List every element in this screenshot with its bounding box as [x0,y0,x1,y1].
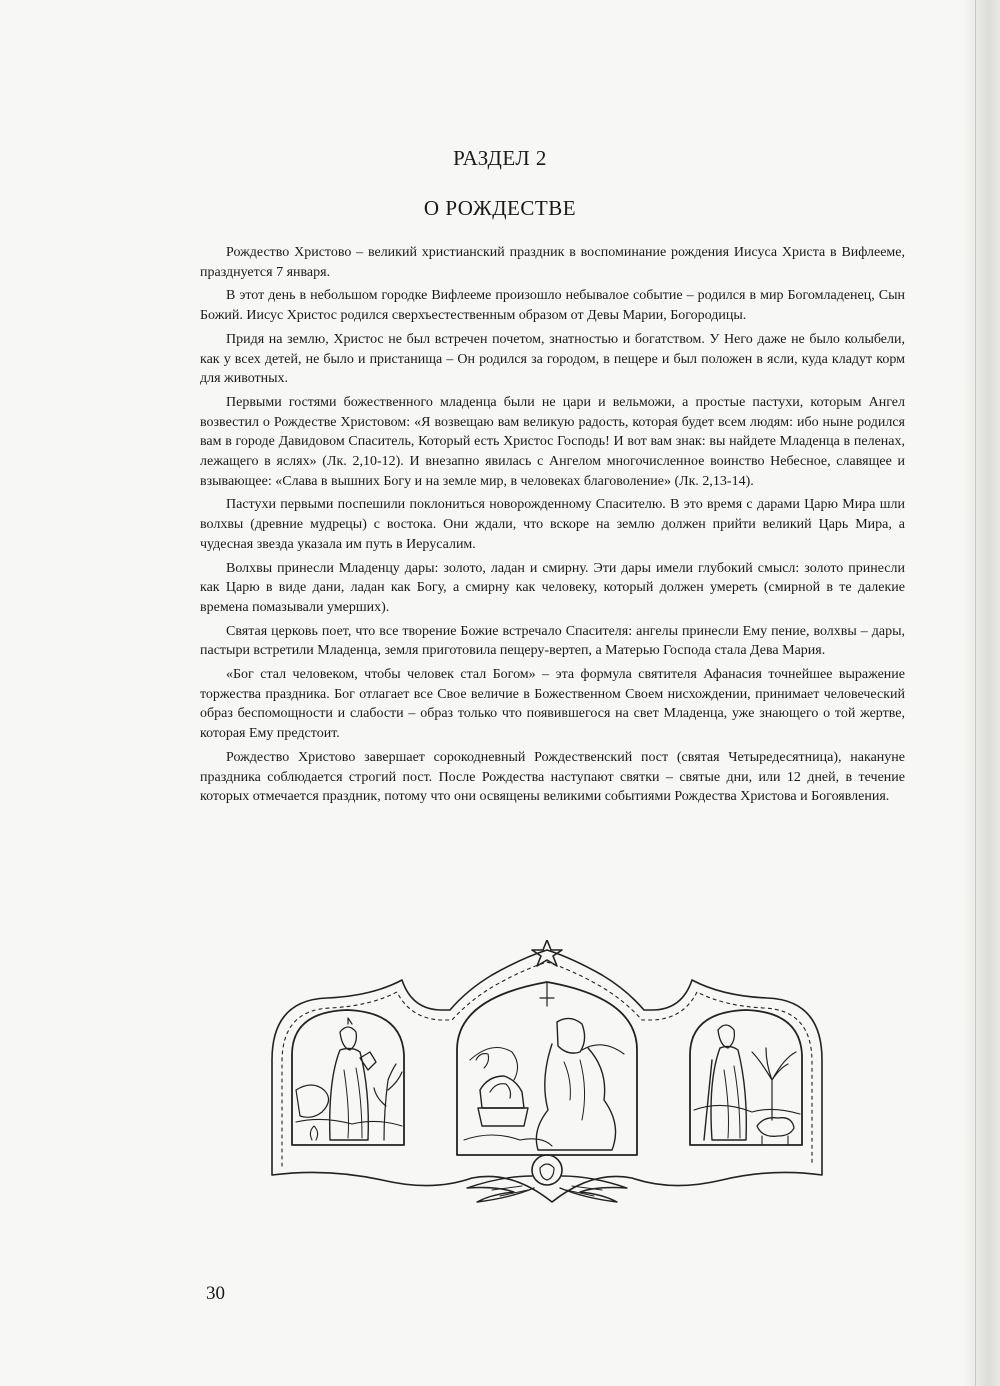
chapter-title: О РОЖДЕСТВЕ [423,196,577,220]
paragraph: Пастухи первыми поспешили поклониться новорожденному Спасителю. В это время с дарами Царю Мира шли волхвы (древние мудрецы) с востока. Они ждали, что вскоре на землю должен прийти великий Царь Мира, а чудесная звезда указала им путь в Иерусалим. [200,497,905,552]
paragraph: «Бог стал человеком, чтобы человек стал Богом» – эта формула святителя Афанасия точнейшее выражение торжества праздника. Бог отлагает все Свое величие в Божественном Своем нисхождении, принимает человеческий образ беспомощности и слабости – образ только что появившегося на свет Младенца, уже знающего о той жертве, которая Ему предстоит. [200,667,905,742]
right-panel-shepherd [690,1010,802,1145]
cherub-ornament [467,1155,627,1202]
paragraph: В этот день в небольшом городке Вифлееме произошло небывалое событие – родился в мир Богомладенец, Сын Божий. Иисус Христос родился сверхъестественным образом от Девы Марии, Богородицы. [200,288,905,324]
section-label: РАЗДЕЛ 2 [453,146,547,170]
page-number: 30 [206,1283,225,1304]
paragraph: Святая церковь поет, что все творение Божие встречало Спасителя: ангелы принесли Ему пение, волхвы – дары, пастыри встретили Младенца, земля приготовила пещеру-вертеп, а Матерью Господа стала Дева Мария. [200,623,905,659]
paragraph: Первыми гостями божественного младенца были не цари и вельможи, а простые пастухи, которым Ангел возвестил о Рождестве Христовом: «Я возвещаю вам великую радость, которая будет всем людям: ибо ныне родился вам в городе Давидовом Спаситель, Который есть Христос Господь! И вот вам знак: вы найдете Младенца в пеленах, лежащего в яслях» (Лк. 2,10-12). И внезапно явилась с Ангелом многочисленное воинство Небесное, славящее и взывающее: «Слава в вышних Богу и на земле мир, в человеках благоволение» (Лк. 2,13-14). [200,394,905,489]
paragraph: Рождество Христово – великий христианский праздник в воспоминание рождения Иисуса Христа в Вифлееме, празднуется 7 января. [200,245,905,280]
triptych-illustration [252,940,842,1230]
paragraph: Волхвы принесли Младенцу дары: золото, ладан и смирну. Эти дары имели глубокий смысл: золото принесли как Царю в виде дани, ладан как Богу, а смирну как человеку, который должен умереть (смирной в те далекие времена помазывали умерших). [200,560,905,615]
left-panel-magus [292,1010,404,1145]
body-text [200,243,905,811]
center-panel-nativity [457,982,637,1155]
paragraph: Придя на землю, Христос не был встречен почетом, знатностью и богатством. У Него даже не было колыбели, как у всех детей, не было и пристанища – Он родился за городом, в пещере и был положен в ясли, куда кладут корм для животных. [200,331,905,387]
paragraph: Рождество Христово завершает сорокодневный Рождественский пост (святая Четыредесятница), накануне праздника соблюдается строгий пост. После Рождества наступают святки – святые дни, или 12 дней, в течение которых отмечается праздник, потому что они освящены великими событиями Рождества Христова и Богоявления. [200,749,905,805]
